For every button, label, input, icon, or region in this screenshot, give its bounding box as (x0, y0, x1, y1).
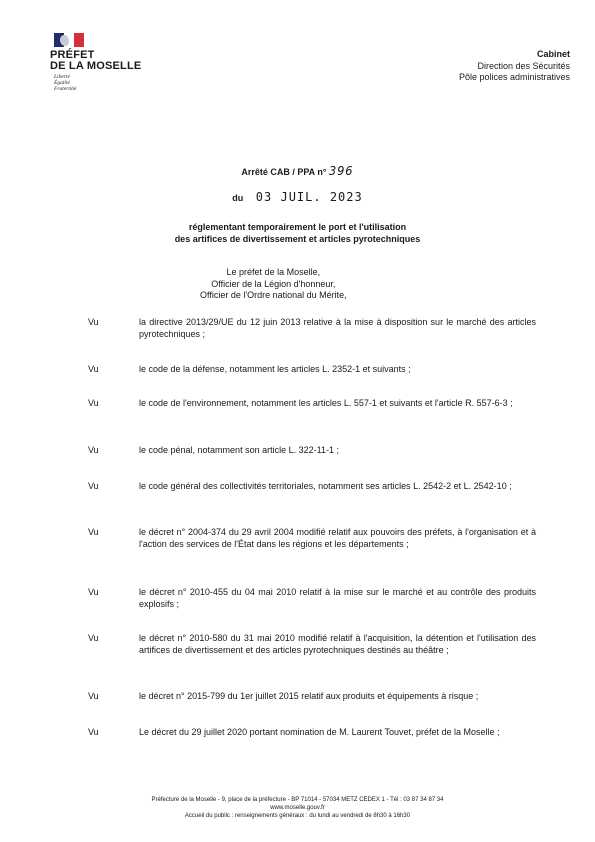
visa-label: Vu (88, 364, 99, 374)
visa-label: Vu (88, 317, 99, 327)
logo-line1: PRÉFET (50, 49, 95, 61)
issuing-service (459, 49, 570, 84)
motto-liberte: Liberté (54, 74, 70, 80)
motto-egalite: Égalité (54, 80, 70, 86)
visa-text: la directive 2013/29/UE du 12 juin 2013 relative à la mise à disposition sur le marché des articles pyrotechniques ; (139, 317, 536, 339)
visa-label: Vu (88, 633, 99, 643)
authority-line3: Officier de l'Ordre national du Mérite, (200, 290, 347, 300)
arrete-date-line (0, 190, 595, 204)
marianne-flag-icon (54, 33, 84, 47)
arrete-du: du (232, 193, 244, 203)
prefecture-logo (50, 33, 160, 92)
service-direction: Direction des Sécurités (477, 60, 570, 71)
logo-text (50, 50, 160, 72)
arrete-subject (0, 222, 595, 245)
arrete-title (0, 164, 595, 178)
visa-text: le code pénal, notamment son article L. 322-11-1 ; (139, 445, 339, 455)
visa-label: Vu (88, 481, 99, 491)
arrete-prefix: Arrêté CAB / PPA n° (241, 167, 327, 177)
visa-text: le décret n° 2015-799 du 1er juillet 2015 relatif aux produits et équipements à risque ; (139, 691, 479, 701)
visa-label: Vu (88, 587, 99, 597)
visa-text: le décret n° 2010-580 du 31 mai 2010 modifié relatif à l'acquisition, la détention et l'utilisation des artifices de divertissement et des articles pyrotechniques destinés au théâtre ; (139, 633, 536, 655)
visa-text: le code de la défense, notamment les articles L. 2352-1 et suivants ; (139, 364, 411, 374)
visa-text: le code général des collectivités territoriales, notamment ses articles L. 2542-2 et L. 2542-10 ; (139, 481, 512, 491)
footer-address: Préfecture de la Moselle - 9, place de la préfecture - BP 71014 - 57034 METZ CEDEX 1 - Tél : 03 87 34 87 34 (151, 797, 444, 803)
service-pole: Pôle polices administratives (458, 72, 570, 82)
visa-text: le code de l'environnement, notamment les articles L. 557-1 et suivants et l'article R. 557-6-3 ; (139, 398, 513, 408)
visa-label: Vu (88, 527, 99, 537)
arrete-number: 396 (328, 164, 354, 178)
visa-label: Vu (88, 691, 99, 701)
visa-text: le décret n° 2010-455 du 04 mai 2010 relatif à la mise sur le marché et au contrôle des produits explosifs ; (139, 587, 536, 609)
subject-line1: réglementant temporairement le port et l'utilisation (188, 222, 407, 232)
visa-label: Vu (88, 398, 99, 408)
visa-text: Le décret du 29 juillet 2020 portant nomination de M. Laurent Touvet, préfet de la Moselle ; (139, 727, 500, 737)
authority-line2: Officier de la Légion d'honneur, (211, 278, 336, 289)
arrete-date-stamp: 03 JUIL. 2023 (255, 190, 363, 204)
logo-line2: DE LA MOSELLE (50, 60, 142, 72)
subject-line2: des artifices de divertissement et articles pyrotechniques (174, 233, 421, 244)
visa-label: Vu (88, 727, 99, 737)
page-footer (0, 796, 595, 820)
footer-website: www.moselle.gouv.fr (270, 805, 325, 811)
visa-label: Vu (88, 445, 99, 455)
motto-fraternite: Fraternité (54, 86, 77, 92)
service-cabinet: Cabinet (536, 49, 570, 59)
visa-text: le décret n° 2004-374 du 29 avril 2004 modifié relatif aux pouvoirs des préfets, à l'organisation et à l'action des services de l'État dans les régions et les départements ; (139, 527, 536, 549)
republic-motto (54, 74, 160, 92)
footer-hours: Accueil du public : renseignements généraux : du lundi au vendredi de 8h30 à 16h30 (184, 813, 411, 819)
authority-block (200, 267, 347, 302)
authority-line1: Le préfet de la Moselle, (226, 267, 321, 277)
